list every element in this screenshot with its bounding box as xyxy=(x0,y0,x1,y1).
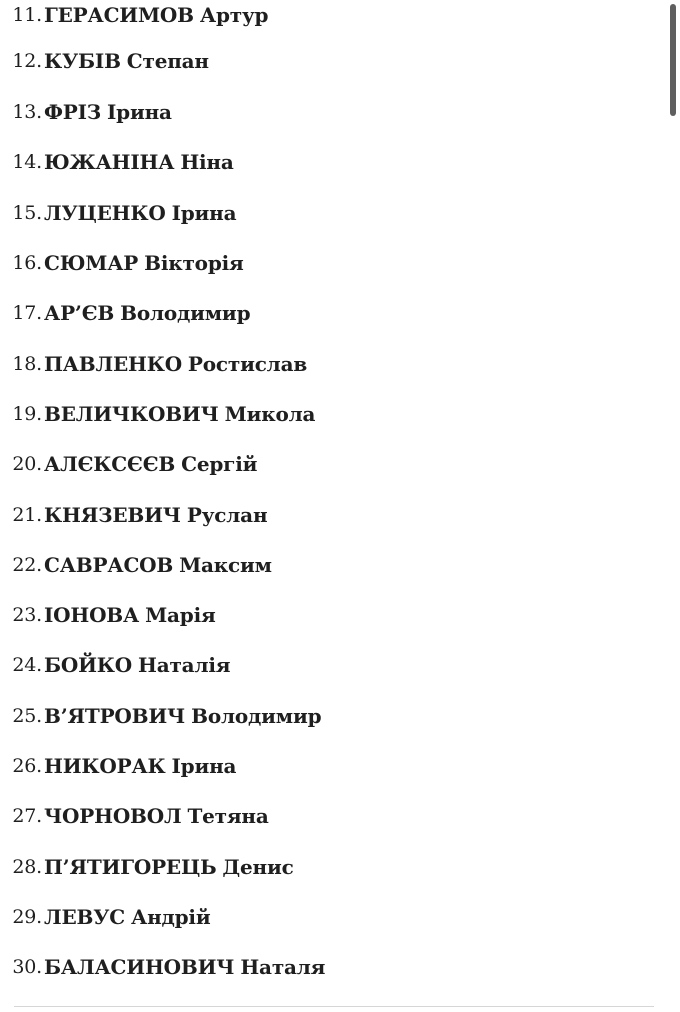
item-number: 12. xyxy=(12,50,42,72)
item-number: 26. xyxy=(12,755,42,777)
item-given-name: Ніна xyxy=(180,150,234,174)
item-given-name: Тетяна xyxy=(187,804,269,828)
list-item xyxy=(0,550,640,580)
item-surname: П’ЯТИГОРЕЦЬ xyxy=(44,855,217,879)
item-given-name: Марія xyxy=(145,603,216,627)
list-item xyxy=(0,399,640,429)
item-number: 19. xyxy=(12,403,42,425)
item-surname: КУБІВ xyxy=(44,49,121,73)
item-number: 23. xyxy=(12,604,42,626)
item-given-name: Руслан xyxy=(186,503,268,527)
item-number: 29. xyxy=(12,906,42,928)
list-item xyxy=(0,0,640,30)
item-surname: ЛУЦЕНКО xyxy=(44,201,166,225)
vertical-scrollbar[interactable] xyxy=(668,0,678,1000)
list-item xyxy=(0,650,640,680)
item-surname: БОЙКО xyxy=(44,653,133,677)
item-number: 24. xyxy=(12,654,42,676)
item-number: 17. xyxy=(12,302,42,324)
item-given-name: Микола xyxy=(224,402,316,426)
item-surname: ФРІЗ xyxy=(44,100,101,124)
scrollbar-thumb[interactable] xyxy=(670,4,676,116)
item-number: 16. xyxy=(12,252,42,274)
item-number: 18. xyxy=(12,353,42,375)
item-given-name: Володимир xyxy=(191,704,322,728)
item-surname: В’ЯТРОВИЧ xyxy=(44,704,186,728)
item-surname: ПАВЛЕНКО xyxy=(44,352,182,376)
item-number: 22. xyxy=(12,554,42,576)
item-surname: АЛЄКСЄЄВ xyxy=(44,452,176,476)
list-item xyxy=(0,952,640,982)
item-surname: ГЕРАСИМОВ xyxy=(44,3,194,27)
item-number: 20. xyxy=(12,453,42,475)
list-item xyxy=(0,298,640,328)
item-given-name: Денис xyxy=(222,855,294,879)
item-number: 27. xyxy=(12,805,42,827)
item-given-name: Артур xyxy=(199,3,269,27)
list-item xyxy=(0,600,640,630)
item-surname: ЧОРНОВОЛ xyxy=(44,804,182,828)
item-number: 15. xyxy=(12,202,42,224)
list-item xyxy=(0,97,640,127)
item-number: 30. xyxy=(12,956,42,978)
item-number: 14. xyxy=(12,151,42,173)
item-number: 25. xyxy=(12,705,42,727)
item-number: 11. xyxy=(12,4,42,26)
list-item xyxy=(0,248,640,278)
item-surname: ЛЕВУС xyxy=(44,905,125,929)
list-item xyxy=(0,449,640,479)
list-item xyxy=(0,349,640,379)
list-item xyxy=(0,147,640,177)
item-surname: ЮЖАНІНА xyxy=(44,150,175,174)
list-item xyxy=(0,751,640,781)
item-surname: САВРАСОВ xyxy=(44,553,174,577)
list-item xyxy=(0,902,640,932)
item-given-name: Степан xyxy=(126,49,209,73)
item-given-name: Ірина xyxy=(107,100,172,124)
item-surname: БАЛАСИНОВИЧ xyxy=(44,955,235,979)
item-given-name: Сергій xyxy=(181,452,258,476)
item-given-name: Ірина xyxy=(171,201,237,225)
item-surname: НИКОРАК xyxy=(44,754,166,778)
list-item xyxy=(0,801,640,831)
list-item xyxy=(0,46,640,76)
item-given-name: Наталія xyxy=(138,653,231,677)
list-item xyxy=(0,198,640,228)
item-given-name: Ростислав xyxy=(187,352,308,376)
item-surname: КНЯЗЕВИЧ xyxy=(44,503,181,527)
item-given-name: Максим xyxy=(179,553,272,577)
list-item xyxy=(0,701,640,731)
list-item xyxy=(0,852,640,882)
item-surname: ВЕЛИЧКОВИЧ xyxy=(44,402,219,426)
item-number: 21. xyxy=(12,504,42,526)
item-given-name: Вікторія xyxy=(144,251,244,275)
item-surname: СЮМАР xyxy=(44,251,139,275)
divider xyxy=(14,1006,654,1007)
item-given-name: Ірина xyxy=(171,754,237,778)
item-number: 28. xyxy=(12,856,42,878)
item-surname: ІОНОВА xyxy=(44,603,140,627)
item-number: 13. xyxy=(12,101,42,123)
item-given-name: Андрій xyxy=(130,905,211,929)
item-given-name: Володимир xyxy=(120,301,251,325)
item-given-name: Наталя xyxy=(240,955,326,979)
list-item xyxy=(0,500,640,530)
item-surname: АР’ЄВ xyxy=(44,301,115,325)
